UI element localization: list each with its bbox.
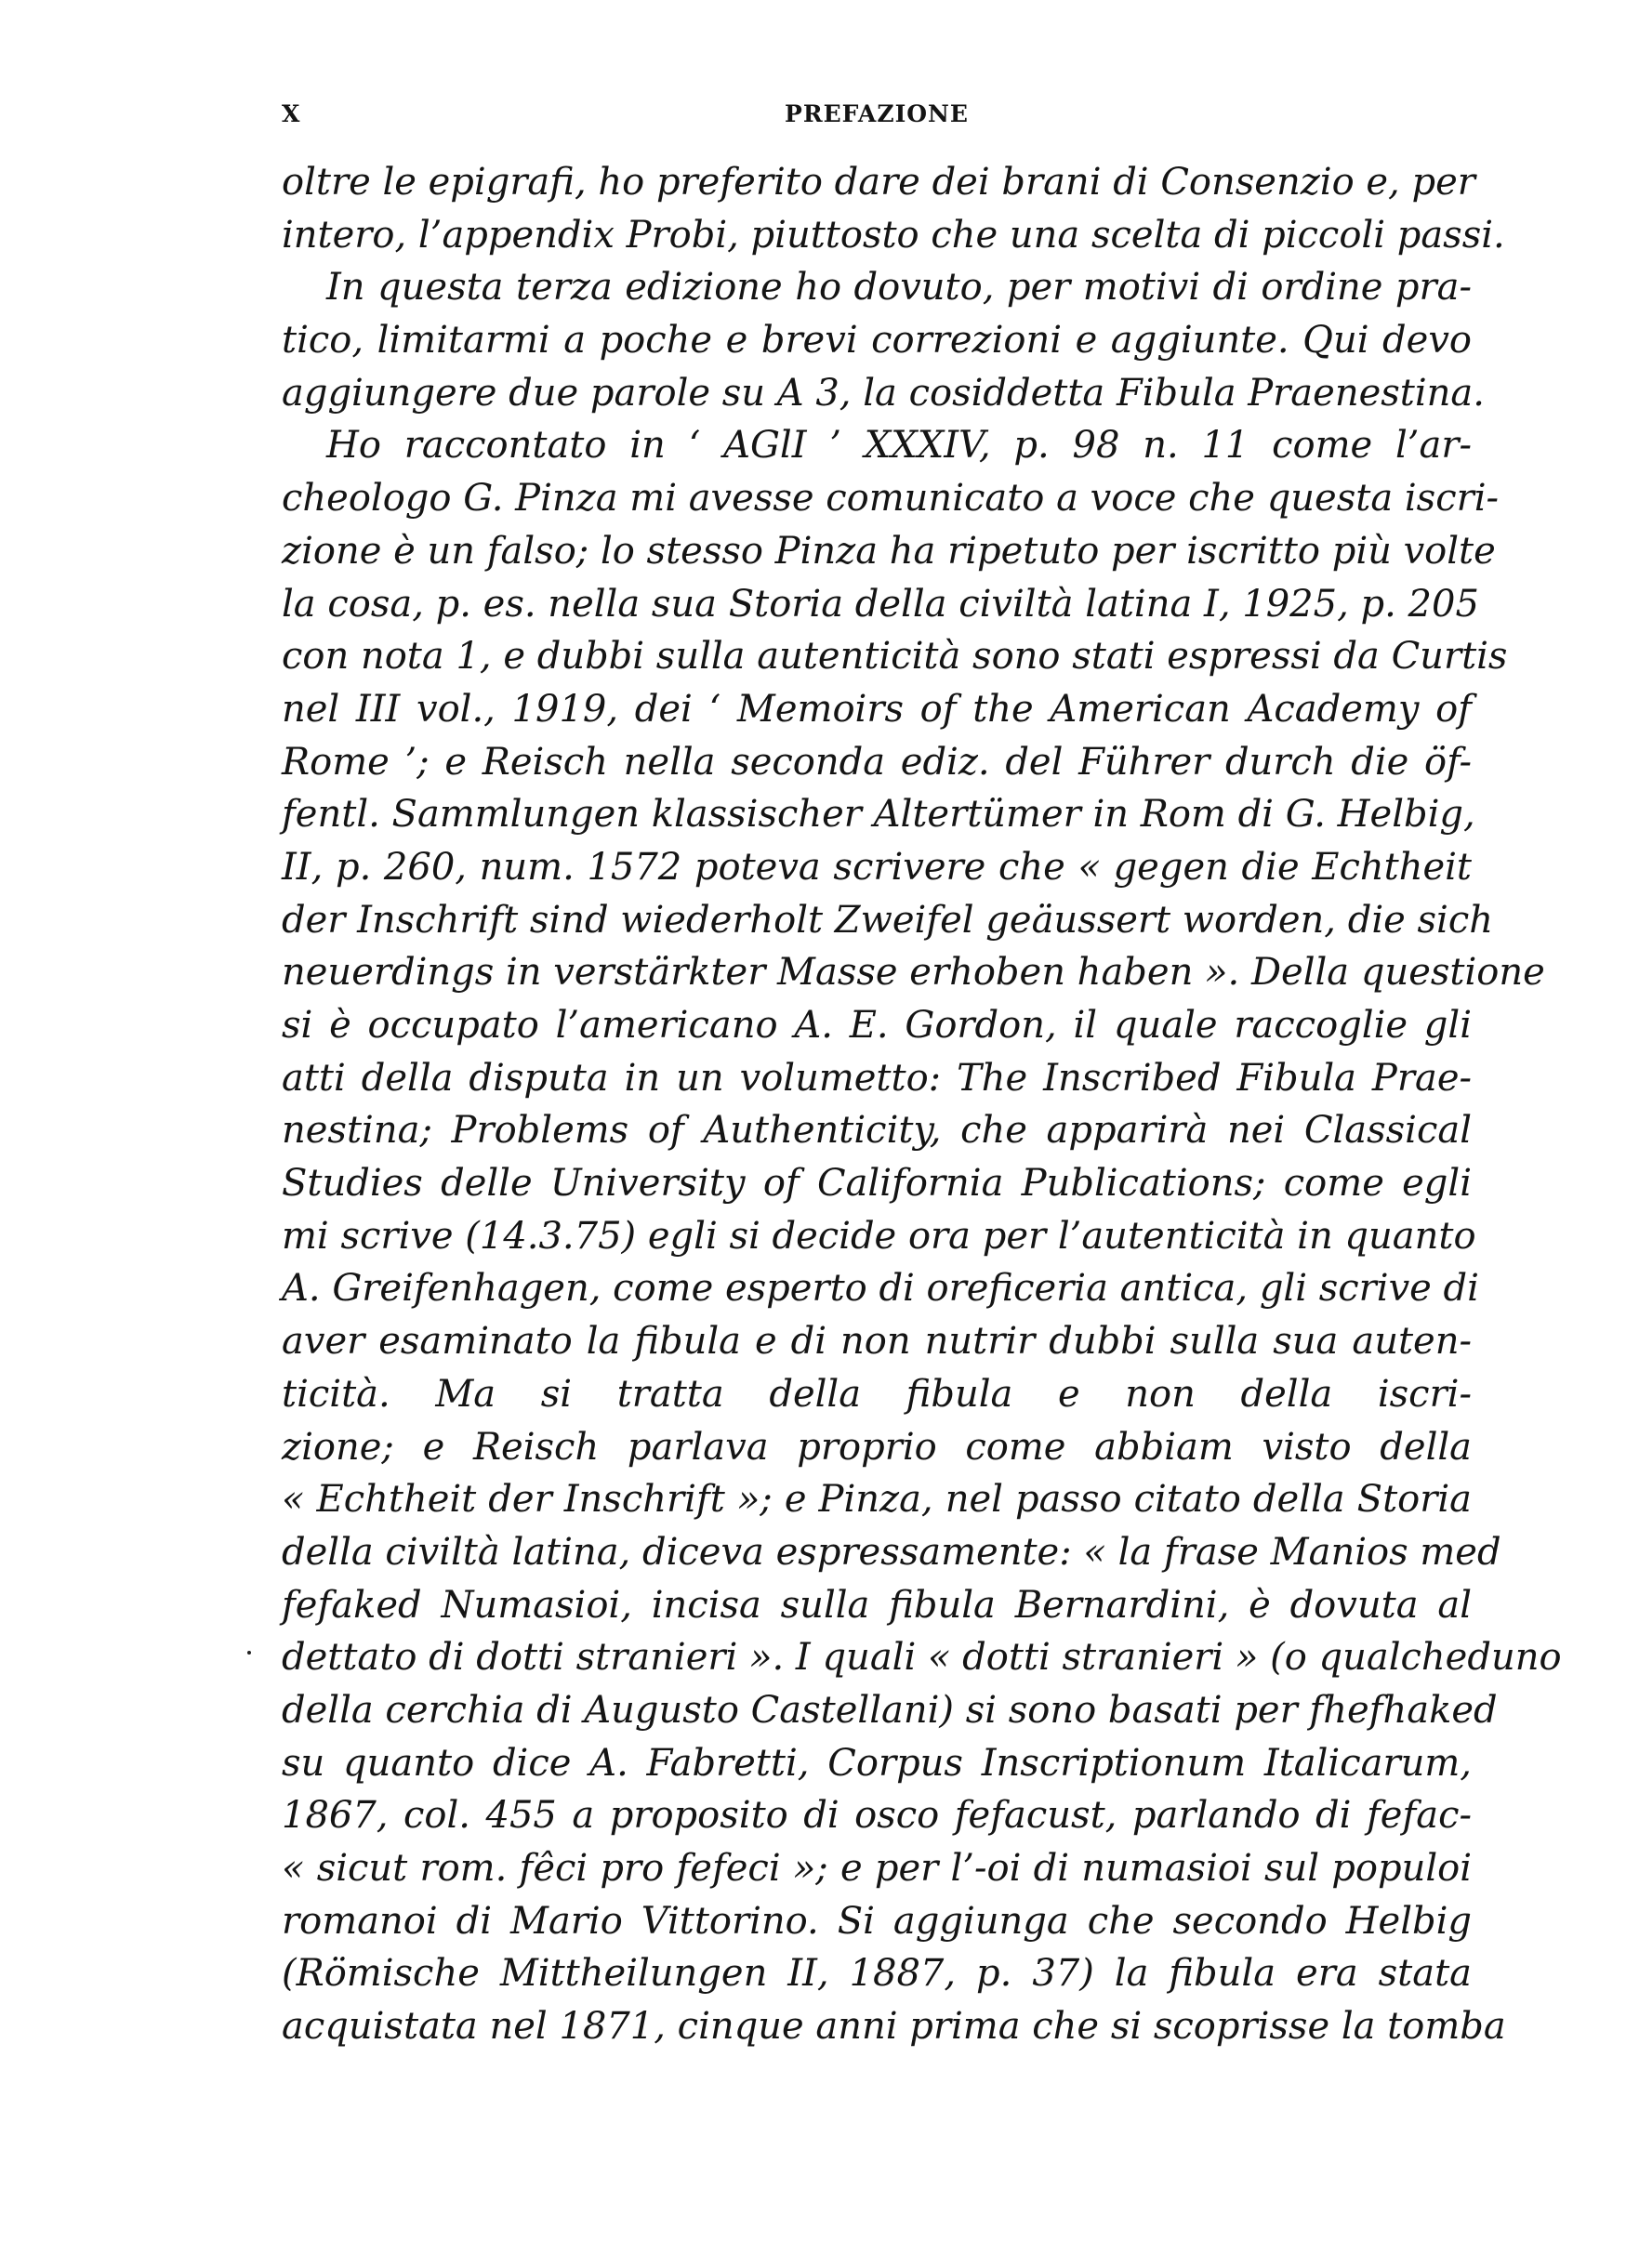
- text-line: fentl. Sammlungen klassischer Altertümer in Rom di G. Helbig,: [282, 793, 1475, 837]
- text-line: acquistata nel 1871, cinque anni prima che si scoprisse la tomba: [282, 2005, 1506, 2049]
- text-line: Studies delle University of California Publications; come egli: [282, 1162, 1472, 1206]
- text-line: tico, limitarmi a poche e brevi correzioni e aggiunte. Qui devo: [282, 319, 1472, 363]
- text-line: zione è un falso; lo stesso Pinza ha ripetuto per iscritto più volte: [282, 529, 1496, 573]
- running-title: PREFAZIONE: [785, 100, 969, 127]
- text-line: A. Greifenhagen, come esperto di oreficeria antica, gli scrive di: [282, 1267, 1479, 1311]
- page-number: X: [282, 100, 301, 127]
- text-line: mi scrive (14.3.75) egli si decide ora per l’autenticità in quanto: [282, 1214, 1476, 1258]
- text-line: neuerdings in verstärkter Masse erhoben haben ». Della questione: [282, 951, 1545, 995]
- body-text: [282, 156, 1562, 2053]
- text-line: II, p. 260, num. 1572 poteva scrivere che « gegen die Echtheit: [282, 845, 1472, 889]
- text-line: oltre le epigrafi, ho preferito dare dei brani di Consenzio e, per: [282, 161, 1475, 204]
- text-line: aver esaminato la fibula e di non nutrir dubbi sulla sua auten-: [282, 1320, 1472, 1364]
- text-line: zione; e Reisch parlava proprio come abbiam visto della: [282, 1425, 1472, 1469]
- text-line: dettato di dotti stranieri ». I quali « dotti stranieri » (o qualcheduno: [282, 1636, 1562, 1680]
- text-line: der Inschrift sind wiederholt Zweifel geäussert worden, die sich: [282, 898, 1493, 942]
- running-header: [282, 100, 1472, 138]
- text-line: della cerchia di Augusto Castellani) si sono basati per fhefhaked: [282, 1688, 1498, 1732]
- text-line: Rome ’; e Reisch nella seconda ediz. del Führer durch die öf-: [282, 740, 1472, 784]
- text-line: cheologo G. Pinza mi avesse comunicato a voce che questa iscri-: [282, 477, 1500, 521]
- text-line: intero, l’appendix Probi, piuttosto che una scelta di piccoli passi.: [282, 213, 1505, 257]
- text-line: atti della disputa in un volumetto: The Inscribed Fibula Prae-: [282, 1056, 1472, 1100]
- margin-mark: [247, 1651, 251, 1655]
- text-line: nestina; Problems of Authenticity, che apparirà nei Classical: [282, 1109, 1472, 1153]
- text-line: ticità. Ma si tratta della fibula e non della iscri-: [282, 1372, 1472, 1416]
- text-line: In questa terza edizione ho dovuto, per motivi di ordine pra-: [326, 266, 1472, 310]
- text-line: fefaked Numasioi, incisa sulla fibula Bernardini, è dovuta al: [282, 1583, 1472, 1627]
- text-line: Ho raccontato in ‘ AGlI ’ XXXIV, p. 98 n. 11 come l’ar-: [326, 424, 1472, 468]
- text-line: « sicut rom. fêci pro fefeci »; e per l’-oi di numasioi sul populoi: [282, 1847, 1472, 1890]
- text-line: « Echtheit der Inschrift »; e Pinza, nel passo citato della Storia: [282, 1478, 1472, 1522]
- text-line: (Römische Mittheilungen II, 1887, p. 37) la fibula era stata: [282, 1952, 1472, 1996]
- text-line: romanoi di Mario Vittorino. Si aggiunga che secondo Helbig: [282, 1899, 1472, 1943]
- text-line: la cosa, p. es. nella sua Storia della civiltà latina I, 1925, p. 205: [282, 582, 1479, 626]
- text-line: della civiltà latina, diceva espressamente: « la frase Manios med: [282, 1530, 1501, 1574]
- text-line: si è occupato l’americano A. E. Gordon, il quale raccoglie gli: [282, 1004, 1472, 1047]
- text-line: 1867, col. 455 a proposito di osco fefacust, parlando di fefac-: [282, 1794, 1472, 1838]
- text-line: nel III vol., 1919, dei ‘ Memoirs of the American Academy of: [282, 687, 1472, 731]
- text-line: con nota 1, e dubbi sulla autenticità sono stati espressi da Curtis: [282, 635, 1508, 679]
- text-line: aggiungere due parole su A 3, la cosiddetta Fibula Praenestina.: [282, 371, 1485, 415]
- text-line: su quanto dice A. Fabretti, Corpus Inscriptionum Italicarum,: [282, 1741, 1472, 1785]
